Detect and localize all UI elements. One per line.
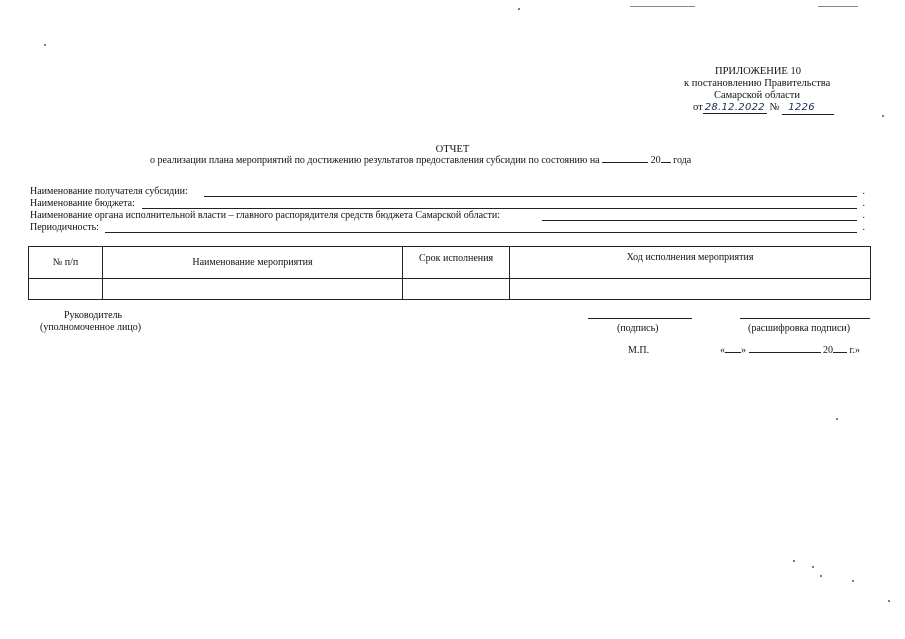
- table-header-row: [29, 247, 871, 279]
- date-year-suffix: г.»: [849, 345, 860, 356]
- date-close-quote: »: [741, 345, 746, 356]
- stamp-label: М.П.: [628, 345, 650, 356]
- scan-speck: [820, 575, 822, 577]
- scan-speck: [44, 44, 46, 46]
- report-year-blank: [661, 162, 671, 163]
- report-year: 20: [650, 155, 661, 166]
- scan-speck: [518, 8, 520, 10]
- report-table: [28, 246, 871, 300]
- report-year-suffix: года: [673, 155, 692, 166]
- date-month-blank: [749, 352, 821, 353]
- report-subtitle-text: о реализации плана мероприятий по достижению результатов предоставления субсидии по состоянию на: [150, 155, 600, 166]
- table-cell: [403, 279, 510, 300]
- scan-artifact-line: [630, 6, 695, 7]
- field-authority-label: Наименование органа исполнительной власти – главного распорядителя средств бюджета Самарской области:: [30, 210, 500, 221]
- scan-speck: [836, 418, 838, 420]
- date-day-blank: [725, 352, 741, 353]
- report-subtitle: [150, 155, 691, 166]
- table-row: [29, 279, 871, 300]
- field-periodicity-end: .: [862, 222, 865, 233]
- field-budget-label: Наименование бюджета:: [30, 198, 135, 209]
- field-recipient: [30, 186, 865, 198]
- table-cell: [29, 279, 103, 300]
- field-authority-end: .: [862, 210, 865, 221]
- field-periodicity: [30, 222, 865, 234]
- handwritten-number: 1226: [782, 102, 834, 115]
- date-prefix: от: [693, 102, 703, 113]
- date-year-blank: [833, 352, 847, 353]
- date-year: 20: [823, 345, 833, 356]
- scan-speck: [852, 580, 854, 582]
- report-date-blank: [602, 162, 648, 163]
- field-budget-end: .: [862, 198, 865, 209]
- field-budget-line: [142, 208, 857, 209]
- field-authority: [30, 210, 865, 222]
- scan-speck: [812, 566, 814, 568]
- scan-speck: [882, 115, 884, 117]
- scan-speck: [888, 600, 890, 602]
- field-periodicity-line: [105, 232, 857, 233]
- header-progress: Ход исполнения мероприятия: [510, 247, 871, 279]
- appendix-date-line: [693, 102, 834, 115]
- scan-artifact-line: [818, 6, 858, 7]
- field-budget: [30, 198, 865, 210]
- table-cell: [510, 279, 871, 300]
- field-periodicity-label: Периодичность:: [30, 222, 99, 233]
- header-deadline: Срок исполнения: [403, 247, 510, 279]
- signature-line: [588, 318, 692, 319]
- field-recipient-line: [204, 196, 857, 197]
- date-open-quote: «: [720, 345, 725, 356]
- appendix-line-1: к постановлению Правительства: [684, 78, 831, 89]
- field-recipient-end: .: [862, 186, 865, 197]
- decoding-line: [740, 318, 870, 319]
- head-sublabel: (уполномоченное лицо): [40, 322, 142, 333]
- number-prefix: №: [769, 102, 780, 113]
- appendix-line-2: Самарской области: [714, 90, 800, 101]
- decoding-caption: (расшифровка подписи): [748, 323, 851, 334]
- head-label: Руководитель: [64, 310, 123, 321]
- appendix-title: ПРИЛОЖЕНИЕ 10: [715, 66, 801, 77]
- handwritten-date: 28.12.2022: [704, 102, 765, 113]
- header-activity: Наименование мероприятия: [103, 247, 403, 279]
- report-title: ОТЧЕТ: [435, 144, 470, 155]
- field-recipient-label: Наименование получателя субсидии:: [30, 186, 188, 197]
- signature-caption: (подпись): [617, 323, 659, 334]
- signature-date: [720, 345, 860, 356]
- scan-speck: [793, 560, 795, 562]
- header-number: № п/п: [29, 247, 103, 279]
- table-cell: [103, 279, 403, 300]
- field-authority-line: [542, 220, 857, 221]
